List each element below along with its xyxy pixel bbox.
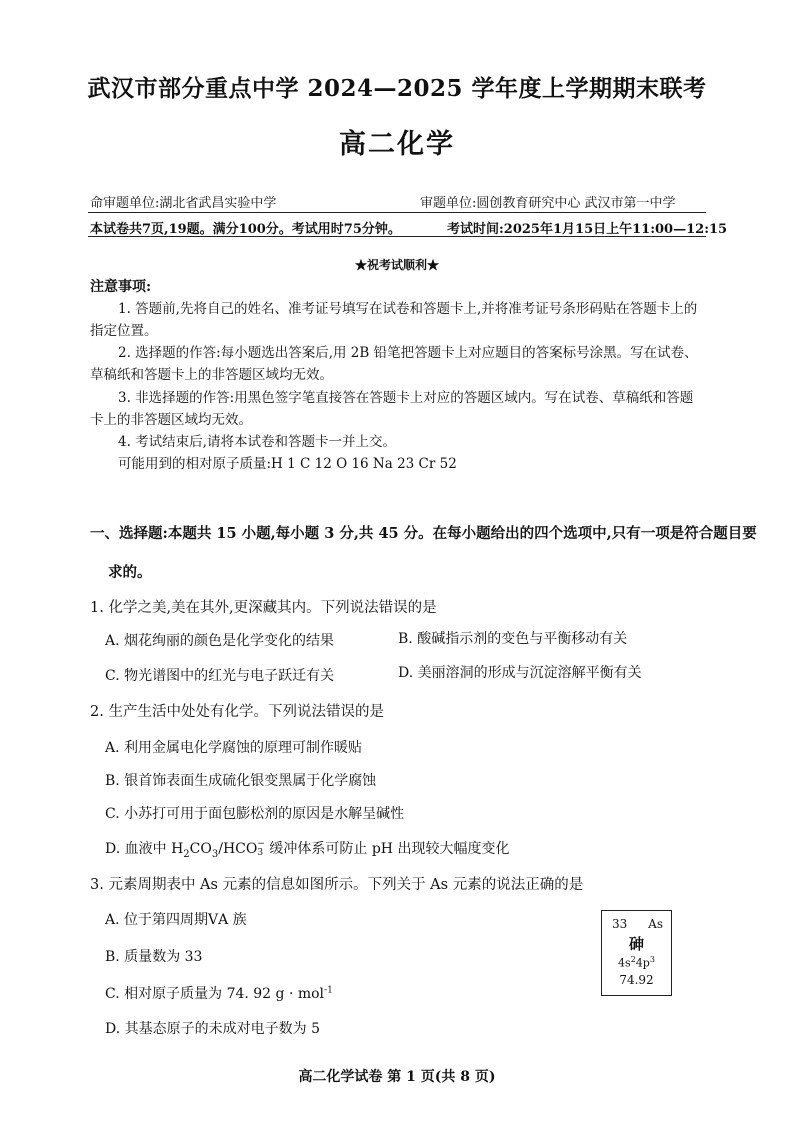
question-1-option-a: A. 烟花绚丽的颜色是化学变化的结果 [105,633,335,649]
good-luck-banner: ★祝考试顺利★ [354,258,439,272]
question-2-option-d: D. 血液中 $H_2CO_3$/HCO − 3 缓冲体系可防止 pH 出现较大幅度变化 [105,839,510,860]
notes-heading: 注意事项: [90,279,152,295]
section-heading: 一、选择题:本题共 15 小题,每小题 3 分,共 45 分。在每小题给出的四个选项中,只有一项是符合题目要 [90,525,757,542]
question-3-stem: 3. 元素周期表中 As 元素的信息如图所示。下列关于 As 元素的说法正确的是 [90,877,584,893]
note-line: 卡上的非答题区域均无效。 [90,412,252,428]
exam-time: 考试时间:2025年1月15日上午11:00—12:15 [447,222,728,237]
electron-configuration: $4s^24p^3$ [618,955,655,970]
question-2-option-c: C. 小苏打可用于面包膨松剂的原因是水解呈碱性 [105,806,405,822]
question-1-option-c: C. 物光谱图中的红光与电子跃迁有关 [105,668,335,684]
note-line: 2. 选择题的作答:每小题选出答案后,用 2B 铅笔把答题卡上对应题目的答案标号涂黑。写在试卷、 [118,345,698,361]
header-divider-bottom [88,236,706,237]
question-3-option-a: A. 位于第四周期ⅤA 族 [105,912,247,928]
note-line: 指定位置。 [90,323,158,339]
reviewer-unit: 审题单位:圆创教育研究中心 武汉市第一中学 [420,196,676,211]
atomic-mass: 74.92 [619,973,654,987]
exam-title: 武汉市部分重点中学 2024—2025 学年度上学期期末联考 [87,75,707,102]
question-2-option-b: B. 银首饰表面生成硫化银变黑属于化学腐蚀 [105,773,377,789]
proposer-unit: 命审题单位:湖北省武昌实验中学 [90,196,277,211]
question-1-option-b: B. 酸碱指示剂的变色与平衡移动有关 [398,631,628,647]
question-2-option-a: A. 利用金属电化学腐蚀的原理可制作暖贴 [105,740,363,756]
element-symbol: As [648,917,663,931]
page-footer: 高二化学试卷 第 1 页(共 8 页) [298,1069,496,1085]
question-3-option-d: D. 其基态原子的未成对电子数为 5 [105,1021,320,1037]
exam-info: 本试卷共7页,19题。满分100分。考试用时75分钟。 [90,222,401,237]
header-divider-top [88,212,706,213]
note-line: 1. 答题前,先将自己的姓名、准考证号填写在试卷和答题卡上,并将准考证号条形码贴在答题卡上的 [118,301,698,317]
question-1-stem: 1. 化学之美,美在其外,更深藏其内。下列说法错误的是 [90,600,437,616]
note-line: 4. 考试结束后,请将本试卷和答题卡一并上交。 [118,434,396,450]
question-1-option-d: D. 美丽溶洞的形成与沉淀溶解平衡有关 [398,665,642,681]
question-2-stem: 2. 生产生活中处处有化学。下列说法错误的是 [90,704,384,720]
section-heading-cont: 求的。 [108,564,152,581]
note-line: 3. 非选择题的作答:用黑色签字笔直接答在答题卡上对应的答题区域内。写在试卷、草稿纸和答题 [118,390,694,406]
atomic-masses: 可能用到的相对原子质量:H 1 C 12 O 16 Na 23 Cr 52 [118,456,457,472]
atomic-number: 33 [612,917,628,931]
exam-subject: 高二化学 [339,129,455,160]
element-name: 砷 [628,935,644,953]
element-card-arsenic [601,910,672,996]
question-3-option-b: B. 质量数为 33 [105,949,203,965]
question-3-option-c: C. 相对原子质量为 74. 92 g · mol$^{-1}$ [105,985,333,1002]
note-line: 草稿纸和答题卡上的非答题区域均无效。 [90,367,333,383]
